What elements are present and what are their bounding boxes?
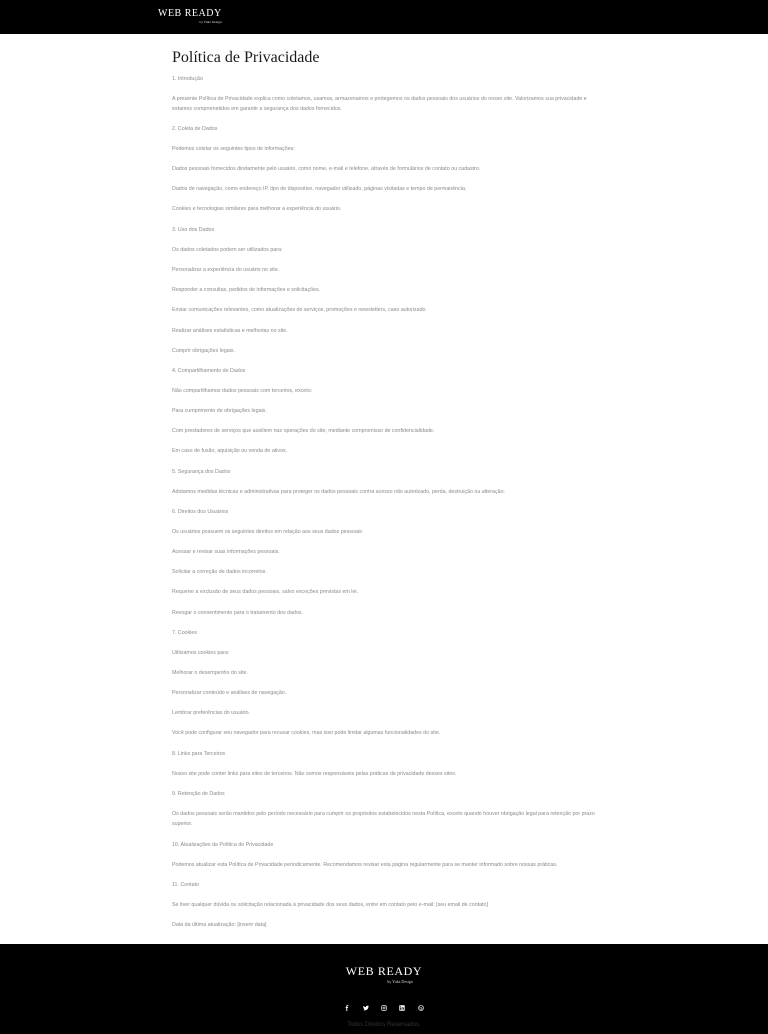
paragraph: 7. Cookies (172, 630, 198, 636)
privacy-content (172, 47, 602, 928)
facebook-icon[interactable] (343, 1004, 351, 1012)
paragraph: Personalizar a experiência do usuário no site. (172, 267, 280, 273)
paragraph: Melhorar o desempenho do site. (172, 670, 248, 676)
header-logo-text: WEB READY (158, 8, 222, 19)
paragraph: Acessar e revisar suas informações pessoais. (172, 549, 280, 555)
paragraph: Podemos atualizar esta Política de Privacidade periodicamente. Recomendamos revisar esta página regularmente para se manter informado sobre nossas práticas. (172, 862, 558, 868)
paragraph: 3. Uso dos Dados (172, 227, 215, 233)
paragraph: Cookies e tecnologias similares para melhorar a experiência do usuário. (172, 206, 342, 212)
copyright-text: Todos Direitos Reservados. (347, 1022, 421, 1028)
page-title: Política de Privacidade (172, 49, 320, 66)
footer-logo-text: WEB READY (345, 964, 423, 978)
footer-logo[interactable] (0, 965, 768, 984)
paragraph: 8. Links para Terceiros (172, 751, 226, 757)
paragraph: 11. Contato (172, 882, 199, 888)
paragraph: 9. Retenção de Dados (172, 791, 225, 797)
paragraph: Nosso site pode conter links para sites de terceiros. Não somos responsáveis pelas práticas de privacidade desses sites. (172, 771, 457, 777)
linkedin-icon[interactable] (398, 1004, 406, 1012)
paragraph: Os dados coletados podem ser utilizados para: (172, 247, 283, 253)
paragraph: Adotamos medidas técnicas e administrativas para proteger os dados pessoais contra acesso não autorizado, perda, destruição ou alteração. (172, 489, 506, 495)
paragraph: Enviar comunicações relevantes, como atualizações de serviços, promoções e newsletters, caso autorizado. (172, 307, 427, 313)
paragraph: Você pode configurar seu navegador para recusar cookies, mas isso pode limitar algumas funcionalidades do site. (172, 730, 441, 736)
paragraph: 4. Compartilhamento de Dados (172, 368, 246, 374)
paragraph: Em caso de fusão, aquisição ou venda de ativos. (172, 448, 288, 454)
paragraph: 10. Atualizações da Política de Privacidade (172, 842, 274, 848)
paragraph: Cumprir obrigações legais. (172, 348, 236, 354)
paragraph: Data da última atualização: [inserir data] (172, 922, 267, 928)
paragraph: Não compartilhamos dados pessoais com terceiros, exceto: (172, 388, 313, 394)
social-links (0, 999, 768, 1017)
paragraph: Revogar o consentimento para o tratamento dos dados. (172, 610, 304, 616)
paragraph: 2. Coleta de Dados (172, 126, 218, 132)
paragraph: Responder a consultas, pedidos de informações e solicitações. (172, 287, 321, 293)
header-logo-subtext: by Yuka Design (199, 20, 222, 24)
paragraph: Requerer a exclusão de seus dados pessoais, salvo exceções previstas em lei. (172, 589, 359, 595)
paragraph: Utilizamos cookies para: (172, 650, 230, 656)
paragraph: Realizar análises estatísticas e melhorias no site. (172, 328, 288, 334)
paragraph: Dados pessoais fornecidos diretamente pelo usuário, como nome, e-mail e telefone, através de formulários de contato ou cadastro. (172, 166, 481, 172)
twitter-icon[interactable] (362, 1004, 370, 1012)
paragraph: 5. Segurança dos Dados (172, 469, 231, 475)
paragraph: A presente Política de Privacidade explica como coletamos, usamos, armazenamos e protegemos os dados pessoais dos usuários do nosso site. Valorizamos sua privacidade e estamos comprometidos em garantir a segurança dos dados fornecidos. (172, 96, 587, 112)
paragraph: Com prestadores de serviços que auxiliem nas operações do site, mediante compromisso de confidencialidade. (172, 428, 435, 434)
dribbble-icon[interactable] (417, 1004, 425, 1012)
header-logo[interactable] (158, 9, 222, 25)
paragraph: Os dados pessoais serão mantidos pelo período necessário para cumprir os propósitos estabelecidos nesta Política, exceto quando houver obrigação legal para retenção por prazo superior. (172, 811, 595, 827)
paragraph: Dados de navegação, como endereço IP, tipo de dispositivo, navegador utilizado, páginas visitadas e tempo de permanência. (172, 186, 467, 192)
instagram-icon[interactable] (380, 1004, 388, 1012)
paragraph: Lembrar preferências do usuário. (172, 710, 251, 716)
paragraph: 1. Introdução (172, 76, 203, 82)
paragraph: Para cumprimento de obrigações legais. (172, 408, 267, 414)
top-header (0, 0, 768, 34)
paragraph: Os usuários possuem os seguintes direitos em relação aos seus dados pessoais: (172, 529, 364, 535)
paragraph: Se tiver qualquer dúvida ou solicitação relacionada à privacidade dos seus dados, entre em contato pelo e-mail: [seu email de contato] (172, 902, 488, 908)
paragraph: 6. Direitos dos Usuários (172, 509, 229, 515)
paragraph: Podemos coletar os seguintes tipos de informações: (172, 146, 295, 152)
paragraph: Solicitar a correção de dados incorretos. (172, 569, 267, 575)
footer-logo-subtext: by Yuka Design (387, 979, 413, 984)
paragraph: Personalizar conteúdo e análises de navegação. (172, 690, 287, 696)
